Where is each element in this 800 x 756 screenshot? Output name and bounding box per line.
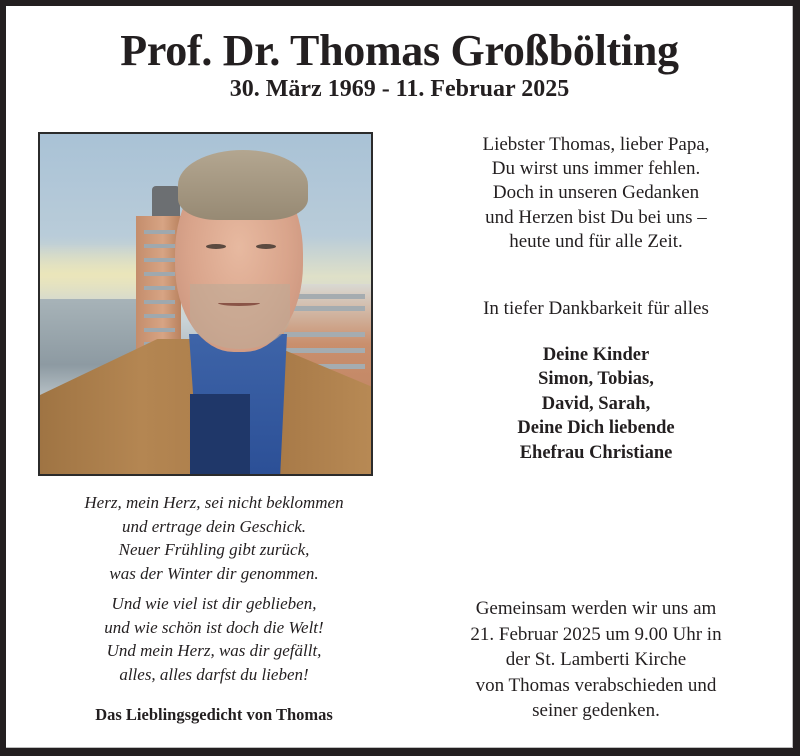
life-dates: 30. März 1969 - 11. Februar 2025 — [229, 76, 570, 102]
portrait-photo — [38, 132, 373, 476]
greeting-line: heute und für alle Zeit. — [509, 230, 683, 252]
poem-stanza-2 — [44, 592, 384, 686]
photo-eye-left — [206, 244, 226, 249]
poem-line: was der Winter dir genommen. — [109, 563, 319, 583]
signer-line: Simon, Tobias, — [538, 369, 654, 390]
photo-beard — [190, 284, 290, 349]
poem-line: Neuer Frühling gibt zurück, — [118, 540, 310, 560]
poem-caption: Das Lieblingsgedicht von Thomas — [95, 705, 333, 724]
greeting-line: Doch in unseren Gedanken — [492, 182, 700, 204]
poem-line: und wie schön ist doch die Welt! — [104, 617, 324, 637]
service-line: Gemeinsam werden wir uns am — [475, 598, 717, 619]
signer-line: Deine Kinder — [542, 345, 650, 365]
greeting-text — [431, 133, 761, 254]
service-line: seiner gedenken. — [532, 700, 660, 722]
signer-line: Ehefrau Christiane — [519, 442, 673, 463]
poem-line: Und mein Herz, was dir gefällt, — [106, 641, 322, 661]
obituary-notice — [6, 6, 793, 748]
service-line: 21. Februar 2025 um 9.00 Uhr in — [470, 623, 722, 645]
greeting-line: Liebster Thomas, lieber Papa, — [482, 134, 710, 155]
service-announcement — [431, 596, 761, 724]
service-line: der St. Lamberti Kirche — [505, 649, 687, 671]
signers-block — [431, 343, 761, 465]
greeting-line: und Herzen bist Du bei uns – — [485, 206, 707, 228]
service-line: von Thomas verabschieden und — [475, 674, 717, 696]
poem-line: Und wie viel ist dir geblieben, — [111, 594, 317, 613]
greeting-line: Du wirst uns immer fehlen. — [491, 158, 701, 180]
poem-stanza-1 — [44, 491, 384, 585]
photo-tower-cap — [152, 186, 180, 220]
deceased-name: Prof. Dr. Thomas Großbölting — [120, 26, 679, 75]
poem-line: und ertrage dein Geschick. — [121, 516, 307, 536]
signer-line: David, Sarah, — [541, 393, 651, 414]
poem-line: alles, alles darfst du lieben! — [119, 664, 309, 684]
photo-hair — [178, 150, 308, 220]
photo-shirt-inner — [190, 394, 250, 476]
photo-eye-right — [256, 244, 276, 249]
poem-line: Herz, mein Herz, sei nicht beklommen — [84, 493, 344, 512]
thanks-text: In tiefer Dankbarkeit für alles — [483, 298, 709, 319]
photo-mouth — [218, 300, 260, 306]
signer-line: Deine Dich liebende — [517, 418, 675, 439]
